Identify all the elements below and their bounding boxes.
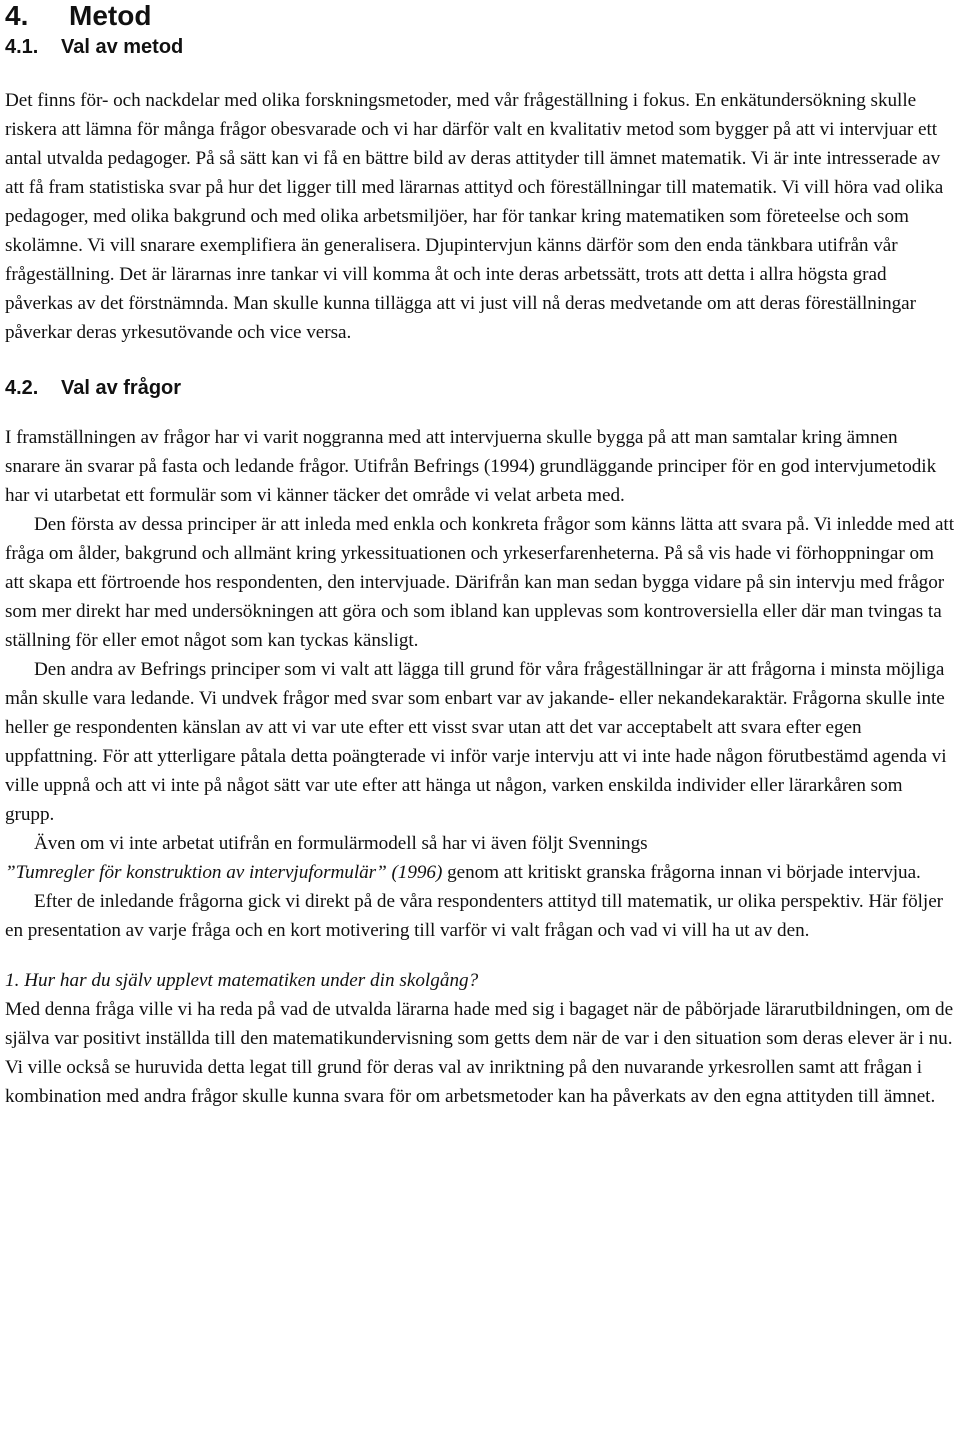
questions-paragraph-1: I framställningen av frågor har vi varit noggranna med att intervjuerna skulle bygga på att man samtalar kring ämnen snarare än svarar på fasta och ledande frågor. Utifrån Befrings (1994) grundläggande principer för en god intervjumetodik har vi utarbetat ett formulär som vi känner täcker det område vi velat arbeta med.: [5, 427, 937, 506]
section-heading-val-av-metod: [5, 32, 956, 62]
chapter-number: 4.: [5, 0, 29, 31]
chapter-title: Metod: [69, 0, 152, 31]
questions-paragraph-4: [5, 829, 956, 887]
cited-work-title: ”Tumregler för konstruktion av intervjuformulär” (1996): [5, 862, 443, 883]
questions-paragraph-5: Efter de inledande frågorna gick vi direkt på de våra respondenters attityd till matematik, ur olika perspektiv. Här följer en presentation av varje fråga och en kort motivering till varför vi valt frågan och vad vi vill ha ut av den.: [5, 891, 944, 941]
spacer: [5, 347, 956, 373]
questions-paragraph-3: Den andra av Befrings principer som vi valt att lägga till grund för våra frågeställningar är att frågorna i minsta möjliga mån skulle vara ledande. Vi undvek frågor med svar som enbart var av jakande- eller nekandekaraktär. Frågorna skulle inte heller ge respondenten känslan av att vi var ute efter ett visst svar utan att det var acceptabelt att svara efter egen uppfattning. För att ytterligare påtala detta poängterade vi inför varje intervju att vi inte hade någon förutbestämd agenda vi ville uppnå och att vi inte på något sätt var ute efter att hänga ut någon, varken enskilda individer eller lärarkåren som grupp.: [5, 659, 947, 825]
question-1-heading: 1. Hur har du själv upplevt matematiken under din skolgång?: [5, 970, 479, 991]
section-title: Val av metod: [61, 36, 184, 58]
section-heading-val-av-fragor: [5, 373, 956, 403]
spacer: [5, 62, 956, 86]
paragraph-4-start: Även om vi inte arbetat utifrån en formulärmodell så har vi även följt Svennings: [34, 833, 648, 854]
spacer: [5, 945, 956, 966]
section-number: 4.2.: [5, 377, 39, 399]
spacer: [5, 403, 956, 423]
questions-paragraph-2: Den första av dessa principer är att inleda med enkla och konkreta frågor som känns lätta att svara på. Vi inledde med att fråga om ålder, bakgrund och allmänt kring yrkessituationen och yrkeserfarenheterna. På så vis hade vi förhoppningar om att skapa ett förtroende hos respondenten, den intervjuade. Därifrån kan man sedan bygga vidare på sin intervju med frågor som mer direkt har med undersökningen att göra och som ibland kan upplevas som kontroversiella eller där man tvingas ta ställning för eller emot något som kan tyckas känsligt.: [5, 514, 954, 651]
chapter-heading: [5, 0, 956, 32]
paragraph-4-end: genom att kritiskt granska frågorna innan vi började intervjua.: [442, 862, 921, 883]
question-1-paragraph: Med denna fråga ville vi ha reda på vad de utvalda lärarna hade med sig i bagaget när de påbörjade lärarutbildningen, om de själva var positivt inställda till den matematikundervisning som getts dem när de var i den situation som deras elever är i nu. Vi ville också se huruvida detta legat till grund för deras val av inriktning på den nuvarande yrkesrollen samt att frågan i kombination med andra frågor skulle kunna svara för om arbetsmetoder kan ha påverkats av den egna attityden till ämnet.: [5, 999, 954, 1107]
section-title: Val av frågor: [61, 377, 182, 399]
method-paragraph: Det finns för- och nackdelar med olika forskningsmetoder, med vår frågeställning i fokus. En enkätundersökning skulle riskera att lämna för många frågor obesvarade och vi har därför valt en kvalitativ metod som bygger på att vi intervjuar ett antal utvalda pedagoger. På så sätt kan vi få en bättre bild av deras attityder till ämnet matematik. Vi är inte intresserade av att få fram statistiska svar på hur det ligger till med lärarnas attityd och föreställningar till matematik. Vi vill höra vad olika pedagoger, med olika bakgrund och med olika arbetsmiljöer, har för tankar kring matematiken som företeelse och som skolämne. Vi vill snarare exemplifiera än generalisera. Djupintervjun känns därför som den enda tänkbara utifrån vår frågeställning. Det är lärarnas inre tankar vi vill komma åt och inte deras arbetssätt, trots att detta i allra högsta grad påverkas av det förstnämnda. Man skulle kunna tillägga att vi just vill nå deras medvetande om att deras föreställningar påverkar deras yrkesutövande och vice versa.: [5, 90, 944, 343]
section-number: 4.1.: [5, 36, 39, 58]
